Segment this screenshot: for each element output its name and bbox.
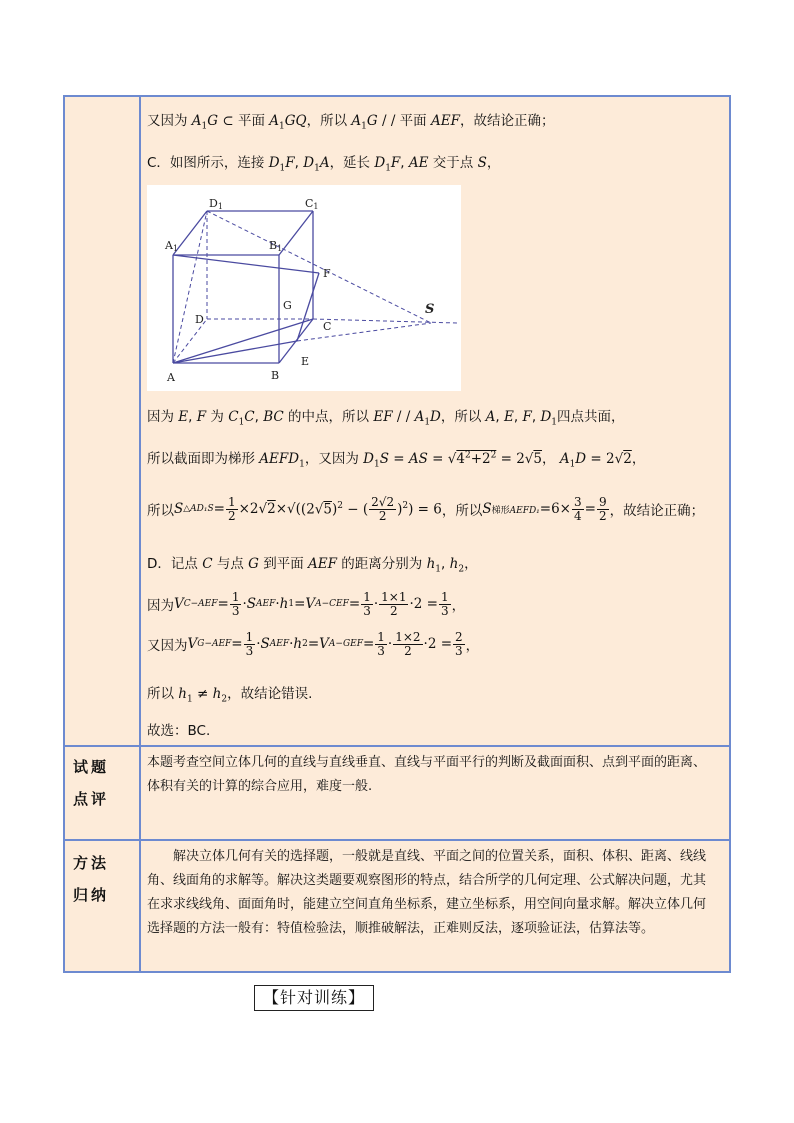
solution-table <box>63 95 731 973</box>
label-a: A <box>167 371 175 384</box>
solution-line-c4: 所以 S △AD₁S = $\frac{1}{2}$ ×2√2×√( $(2√5)^2$ − ( $\frac{2√2}{2}$ )$^2$) = 6 ，所以 S 梯形AEFD₁ =6× $\frac{3}{4}$ = $\frac{9}{2}$ ，故结论正确； <box>147 494 705 523</box>
solution-line-d3: 又因为 V G−AEF = $\frac{1}{3}$ · S AEF · h 2 = V A−GEF = $\frac{1}{3}$ · $\frac{1\times 2}{2}$ ·2 = $\frac{2}{3}$ ， <box>147 629 480 658</box>
method-label: 方法 归纳 <box>73 854 110 904</box>
cube-figure <box>147 185 461 391</box>
solution-line-1: 又因为 $A_1G$ ⊂ 平面 $A_1GQ$，所以 $A_1G$ / / 平面 AEF，故结论正确； <box>147 113 555 132</box>
solution-line-c2: 因为 E, F 为 $C_1C$, BC 的中点，所以 EF / / $A_1D$，所以 A, E, F, $D_1$四点共面， <box>147 409 625 428</box>
solution-line-d4: 所以 $h_1 \ne h_2$，故结论错误. <box>147 686 313 705</box>
solution-line-c3: 所以截面即为梯形 $AEFD_1$，又因为 $D_1S$ = AS = $√4^2+2^2 = 2√5$， $A_1D = 2√2$， <box>147 450 646 470</box>
label-b: B <box>271 369 280 382</box>
label-f: F <box>323 267 331 280</box>
row-divider <box>65 745 729 747</box>
label-g: G <box>283 299 292 312</box>
practice-heading: 【针对训练】 <box>254 985 374 1011</box>
answer-line: 故选：BC. <box>147 723 211 739</box>
review-label: 试题 点评 <box>73 758 110 808</box>
row-divider <box>65 839 729 841</box>
label-e: E <box>301 355 310 368</box>
method-text: 解决立体几何有关的选择题，一般就是直线、平面之间的位置关系，面积、体积、距离、线线角、线面角的求解等。解决这类题要观察图形的特点，结合所学的几何定理、公式解决问题，尤其在求求线线角、面面角时，能建立空间直角坐标系，建立坐标系，用空间向量求解。解决立体几何选择题的方法一般有：特值检验法，顺推破解法，正难则反法，逐项验证法，估算法等。 <box>147 849 707 936</box>
solution-line-d1: D．记点 C 与点 G 到平面 AEF 的距离分别为 $h_1$, $h_2$， <box>147 556 478 575</box>
label-s: S <box>425 302 435 317</box>
label-c: C <box>323 320 332 333</box>
review-text: 本题考查空间立体几何的直线与直线垂直、直线与平面平行的判断及截面面积、点到平面的距离、体积有关的计算的综合应用，难度一般. <box>147 755 707 794</box>
label-d: D <box>195 313 204 326</box>
label-a1: A1 <box>165 239 179 253</box>
label-c1: C1 <box>305 197 319 211</box>
label-b1: B1 <box>269 239 283 253</box>
solution-line-d2: 因为 V C−AEF = $\frac{1}{3}$ · S AEF · h 1 = V A−CEF = $\frac{1}{3}$ · $\frac{1\times 1}{2}$ ·2 = $\frac{1}{3}$ ， <box>147 589 466 618</box>
solution-line-c-intro: C．如图所示，连接 $D_1F$, $D_1A$，延长 $D_1F$, AE 交于点 S， <box>147 155 501 174</box>
label-d1: D1 <box>209 197 223 211</box>
